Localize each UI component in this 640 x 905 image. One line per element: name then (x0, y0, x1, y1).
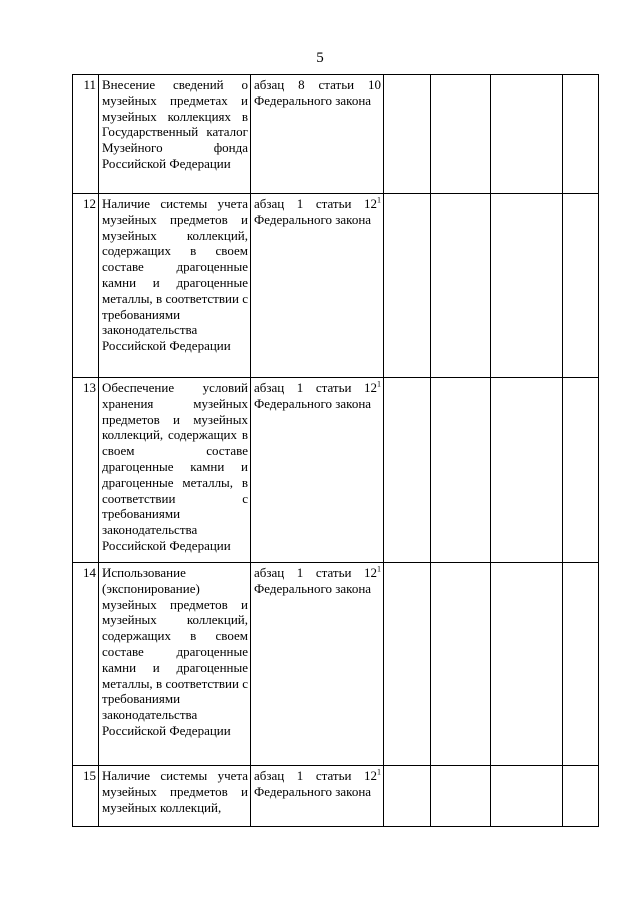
requirement-text: Внесение сведений о музейных предметах и музейных коллекциях в Государственный каталог Музейного фонда Российской Федерации (99, 75, 251, 194)
legal-reference (251, 378, 384, 563)
answer-not-applicable-cell[interactable] (491, 378, 563, 563)
row-number: 12 (73, 194, 99, 378)
reference-superscript: 1 (377, 767, 381, 777)
table-row (73, 75, 599, 194)
legal-reference (251, 563, 384, 766)
row-number: 15 (73, 766, 99, 827)
table-row (73, 378, 599, 563)
reference-superscript: 1 (377, 564, 381, 574)
answer-yes-cell[interactable] (384, 378, 431, 563)
row-number: 11 (73, 75, 99, 194)
answer-yes-cell[interactable] (384, 563, 431, 766)
notes-cell[interactable] (563, 75, 599, 194)
table-row (73, 766, 599, 827)
answer-no-cell[interactable] (431, 75, 491, 194)
answer-not-applicable-cell[interactable] (491, 766, 563, 827)
answer-yes-cell[interactable] (384, 75, 431, 194)
requirement-text: Использование (экспонирование) музейных предметов и музейных коллекций, содержащих в своем составе драгоценные камни и драгоценные металлы, в соответствии с требованиями законодательства Российской Федерации (99, 563, 251, 766)
answer-no-cell[interactable] (431, 563, 491, 766)
page-number: 5 (316, 50, 324, 66)
answer-no-cell[interactable] (431, 194, 491, 378)
reference-superscript: 1 (377, 195, 381, 205)
requirement-text: Наличие системы учета музейных предметов и музейных коллекций, (99, 766, 251, 827)
checklist-table (72, 74, 599, 827)
legal-reference (251, 194, 384, 378)
reference-article: абзац 1 статьи 12 (254, 768, 377, 783)
reference-law: Федерального закона (254, 580, 372, 596)
answer-no-cell[interactable] (431, 766, 491, 827)
table-row (73, 563, 599, 766)
legal-reference (251, 75, 384, 194)
requirement-text: Обеспечение условий хранения музейных предметов и музейных коллекций, содержащих в своем составе драгоценные камни и драгоценные металлы, в соответствии с требованиями законодательства Российской Федерации (99, 378, 251, 563)
notes-cell[interactable] (563, 766, 599, 827)
reference-article: абзац 1 статьи 12 (254, 196, 377, 211)
answer-not-applicable-cell[interactable] (491, 194, 563, 378)
reference-article: абзац 1 статьи 12 (254, 380, 377, 395)
notes-cell[interactable] (563, 194, 599, 378)
table-row (73, 194, 599, 378)
notes-cell[interactable] (563, 378, 599, 563)
reference-article: абзац 8 статьи 10 (254, 77, 381, 92)
legal-reference (251, 766, 384, 827)
answer-no-cell[interactable] (431, 378, 491, 563)
reference-law: Федерального закона (254, 211, 372, 227)
row-number: 13 (73, 378, 99, 563)
row-number: 14 (73, 563, 99, 766)
answer-yes-cell[interactable] (384, 766, 431, 827)
reference-superscript: 1 (377, 379, 381, 389)
reference-article: абзац 1 статьи 12 (254, 565, 377, 580)
requirement-text: Наличие системы учета музейных предметов и музейных коллекций, содержащих в своем составе драгоценные камни и драгоценные металлы, в соответствии с требованиями законодательства Российской Федерации (99, 194, 251, 378)
answer-not-applicable-cell[interactable] (491, 563, 563, 766)
reference-law: Федерального закона (254, 395, 372, 411)
notes-cell[interactable] (563, 563, 599, 766)
answer-yes-cell[interactable] (384, 194, 431, 378)
answer-not-applicable-cell[interactable] (491, 75, 563, 194)
reference-law: Федерального закона (254, 783, 372, 799)
reference-law: Федерального закона (254, 92, 372, 108)
